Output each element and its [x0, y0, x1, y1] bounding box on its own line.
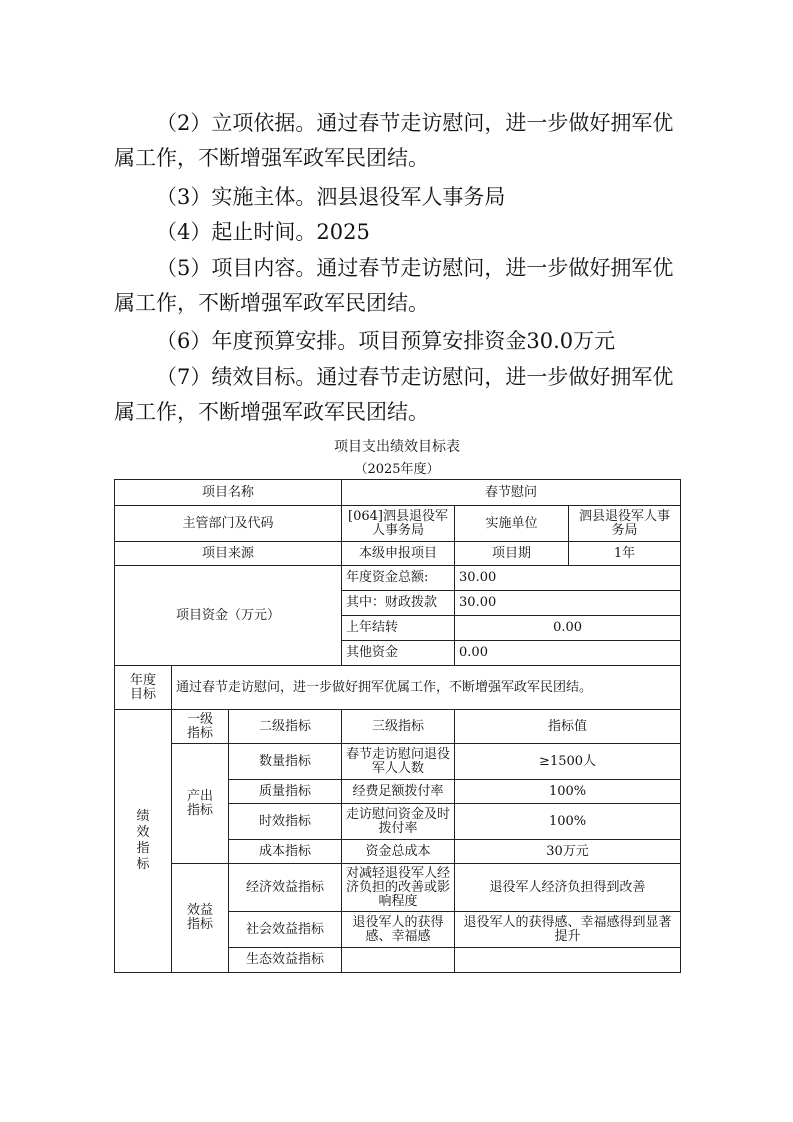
- benefit-level2: 经济效益指标: [229, 864, 342, 912]
- project-name-value: 春节慰问: [342, 480, 681, 506]
- perf-label-text: 绩效指标: [136, 809, 150, 872]
- benefit-level2: 生态效益指标: [229, 948, 342, 973]
- table-subtitle: （2025年度）: [354, 462, 440, 477]
- table-row: [115, 566, 681, 591]
- output-level2: 数量指标: [229, 744, 342, 780]
- dept-label: 主管部门及代码: [115, 506, 342, 542]
- benefit-value: [455, 948, 681, 973]
- output-level3: 资金总成本: [342, 840, 455, 864]
- output-level2: 成本指标: [229, 840, 342, 864]
- table-row: [115, 864, 681, 912]
- funds-other-label: 其他资金: [342, 641, 455, 666]
- benefit-value: 退役军人的获得感、幸福感得到显著提升: [455, 912, 681, 948]
- benefit-level3: [342, 948, 455, 973]
- dept-value: [064]泗县退役军人事务局: [342, 506, 455, 542]
- output-value: ≥1500人: [455, 744, 681, 780]
- output-level3: 走访慰问资金及时拨付率: [342, 804, 455, 840]
- table-row: [115, 480, 681, 506]
- output-value: 100%: [455, 780, 681, 804]
- table-row: [115, 542, 681, 566]
- table-row: [115, 744, 681, 780]
- table-row: [115, 666, 681, 710]
- header-level3: 三级指标: [342, 710, 455, 744]
- benefit-level3: 对减轻退役军人经济负担的改善或影响程度: [342, 864, 455, 912]
- funds-fiscal-value: 30.00: [455, 591, 681, 616]
- paragraph-content: （5）项目内容。通过春节走访慰问，进一步做好拥军优属工作，不断增强军政军民团结。: [114, 256, 674, 315]
- paragraph-period: （4）起止时间。2025: [156, 220, 370, 244]
- benefit-label: 效益指标: [172, 864, 229, 973]
- funds-carryover-value: 0.00: [455, 616, 681, 641]
- period-value: 1年: [569, 542, 681, 566]
- project-name-label: 项目名称: [115, 480, 342, 506]
- benefit-level2: 社会效益指标: [229, 912, 342, 948]
- funds-total-value: 30.00: [455, 566, 681, 591]
- source-label: 项目来源: [115, 542, 342, 566]
- output-level2: 时效指标: [229, 804, 342, 840]
- funds-other-value: 0.00: [455, 641, 681, 666]
- perf-label: [115, 710, 172, 973]
- funds-fiscal-label: 其中：财政拨款: [342, 591, 455, 616]
- header-value: 指标值: [455, 710, 681, 744]
- funds-total-label: 年度资金总额:: [342, 566, 455, 591]
- table-row: [115, 710, 681, 744]
- header-level2: 二级指标: [229, 710, 342, 744]
- output-label: 产出指标: [172, 744, 229, 864]
- paragraph-budget: （6）年度预算安排。项目预算安排资金30.0万元: [156, 329, 616, 353]
- output-value: 30万元: [455, 840, 681, 864]
- annual-goal-label: 年度目标: [115, 666, 172, 710]
- output-level3: 春节走访慰问退役军人人数: [342, 744, 455, 780]
- output-value: 100%: [455, 804, 681, 840]
- paragraph-implementer: （3）实施主体。泗县退役军人事务局: [156, 185, 506, 209]
- paragraph-basis: （2）立项依据。通过春节走访慰问，进一步做好拥军优属工作，不断增强军政军民团结。: [114, 111, 674, 170]
- benefit-level3: 退役军人的获得感、幸福感: [342, 912, 455, 948]
- funds-carryover-label: 上年结转: [342, 616, 455, 641]
- period-label: 项目期: [455, 542, 569, 566]
- paragraph-goal: （7）绩效目标。通过春节走访慰问，进一步做好拥军优属工作，不断增强军政军民团结。: [114, 365, 674, 424]
- table-row: [115, 506, 681, 542]
- annual-goal-value: 通过春节走访慰问，进一步做好拥军优属工作，不断增强军政军民团结。: [172, 666, 681, 710]
- benefit-value: 退役军人经济负担得到改善: [455, 864, 681, 912]
- performance-table: [114, 479, 681, 973]
- output-level2: 质量指标: [229, 780, 342, 804]
- source-value: 本级申报项目: [342, 542, 455, 566]
- impl-value: 泗县退役军人事务局: [569, 506, 681, 542]
- funds-label: 项目资金（万元）: [115, 566, 342, 666]
- table-title: 项目支出绩效目标表: [334, 439, 460, 455]
- output-level3: 经费足额拨付率: [342, 780, 455, 804]
- impl-label: 实施单位: [455, 506, 569, 542]
- header-level1: 一级指标: [172, 710, 229, 744]
